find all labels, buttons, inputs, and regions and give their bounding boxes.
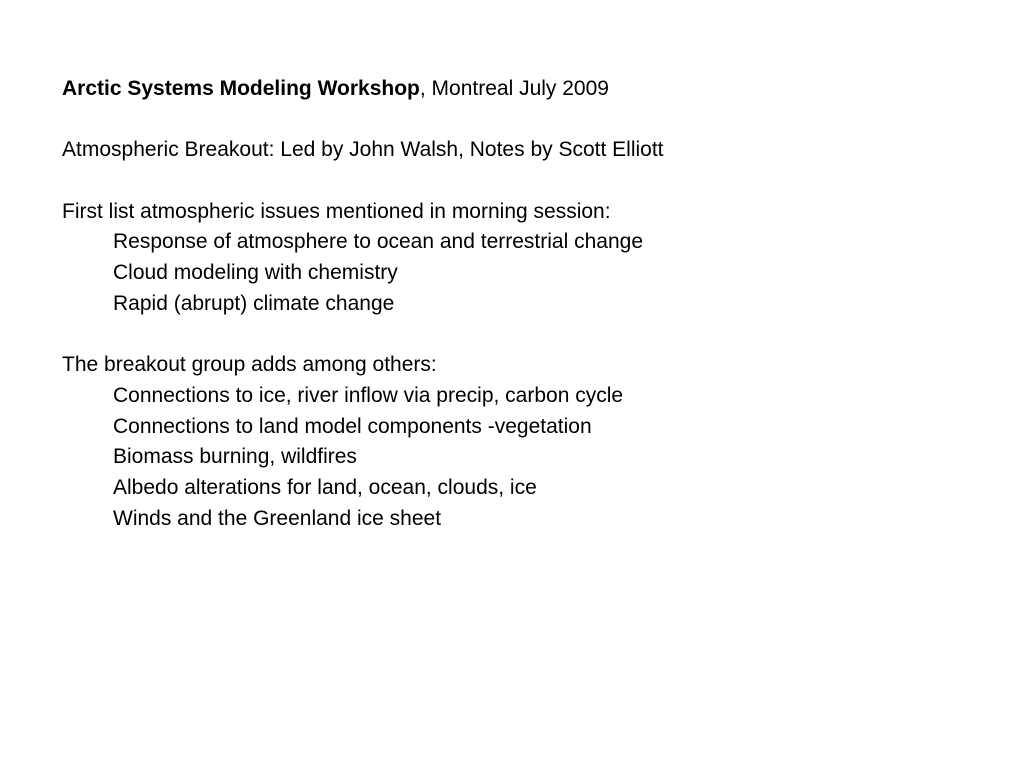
spacer [62,320,982,351]
workshop-title [62,74,982,105]
section2-item: Winds and the Greenland ice sheet [113,506,442,530]
section2-item: Connections to land model components -vegetation [113,414,592,438]
spacer [62,166,982,197]
workshop-name: Arctic Systems Modeling Workshop [62,77,420,100]
workshop-location-date: , Montreal July 2009 [419,77,609,100]
spacer [62,105,982,136]
slide-content [62,74,982,535]
breakout-subtitle: Atmospheric Breakout: Led by John Walsh, Notes by Scott Elliott [62,138,664,162]
section1-item: Cloud modeling with chemistry [113,261,398,285]
section1-item: Rapid (abrupt) climate change [113,291,395,315]
section2-item: Albedo alterations for land, ocean, clouds, ice [113,476,537,500]
section2-item: Connections to ice, river inflow via precip, carbon cycle [113,383,624,407]
section2-item: Biomass burning, wildfires [113,445,357,469]
section1-item: Response of atmosphere to ocean and terrestrial change [113,230,643,254]
section2-heading: The breakout group adds among others: [62,353,437,377]
section1-heading: First list atmospheric issues mentioned in morning session: [62,199,611,223]
